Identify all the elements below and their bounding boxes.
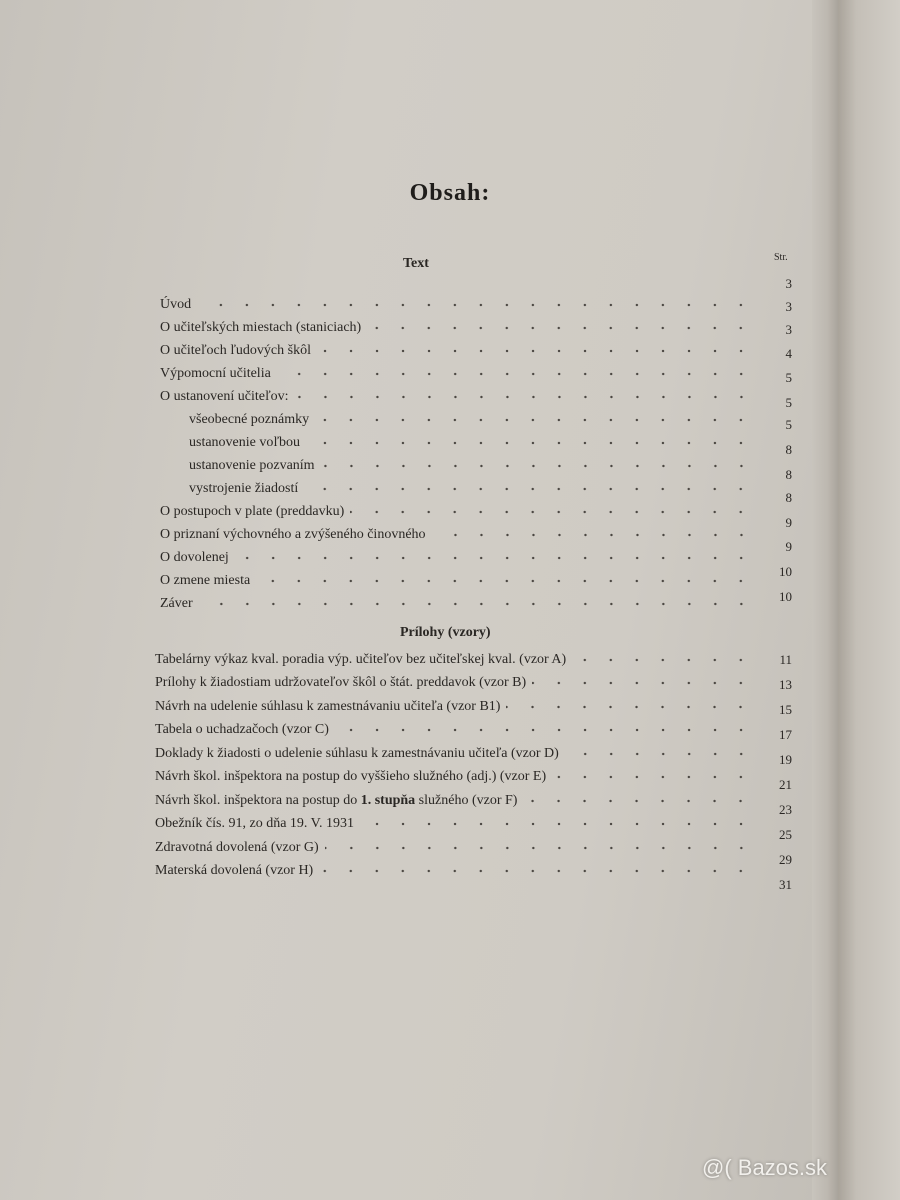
toc-entry-label: Záver xyxy=(160,596,193,611)
dot-leader xyxy=(432,533,754,537)
toc-entry-vychovne xyxy=(160,525,760,545)
toc-entry-label xyxy=(155,791,517,811)
dot-leader xyxy=(360,822,754,826)
toc-entry-poznamky xyxy=(189,410,760,430)
toc-entry-label: O ustanovení učiteľov: xyxy=(160,389,289,404)
dot-leader xyxy=(256,579,754,583)
toc-entry-label: Prílohy k žiadostiam udržovateľov škôl o štát. preddavok (vzor B) xyxy=(155,675,527,690)
page-number: 8 xyxy=(785,467,792,482)
toc-entry-zaver xyxy=(160,594,760,614)
toc-appendix-obeznik xyxy=(155,814,760,834)
dot-leader xyxy=(304,487,754,491)
toc-entry-ucitelia xyxy=(160,341,760,361)
toc-entry-label: Výpomocní učitelia xyxy=(160,366,271,381)
page-number: 10 xyxy=(779,589,792,604)
dot-leader xyxy=(552,775,754,779)
toc-appendix-f xyxy=(155,791,760,811)
text-section-heading: Text xyxy=(403,256,429,271)
toc-entry-ziadosti xyxy=(189,479,760,499)
toc-entry-label: Návrh na udelenie súhlasu k zamestnávaniu učiteľa (vzor B1) xyxy=(155,699,501,714)
bazos-watermark: @( Bazos.sk xyxy=(702,1155,828,1180)
toc-appendix-c xyxy=(155,720,760,740)
toc-entry-postupy xyxy=(160,502,760,522)
toc-appendix-e xyxy=(155,767,760,787)
toc-entry-miesta xyxy=(160,318,760,338)
toc-entry-label: Obežník čís. 91, zo dňa 19. V. 1931 xyxy=(155,816,354,831)
dot-leader xyxy=(350,510,754,514)
dot-leader xyxy=(367,326,754,330)
page-number: 8 xyxy=(785,442,792,457)
page-number: 8 xyxy=(785,490,792,505)
dot-leader xyxy=(321,464,754,468)
toc-appendix-b1 xyxy=(155,697,760,717)
toc-entry-label-part: Návrh škol. inšpektora na postup do xyxy=(155,793,361,808)
toc-entry-label: Zdravotná dovolená (vzor G) xyxy=(155,840,319,855)
page-number: 9 xyxy=(785,515,792,530)
page-number: 11 xyxy=(779,652,792,667)
toc-entry-pozvanim xyxy=(189,456,760,476)
toc-entry-label: Doklady k žiadosti o udelenie súhlasu k zamestnávaniu učiteľa (vzor D) xyxy=(155,746,559,761)
toc-entry-label: O učiteľských miestach (staniciach) xyxy=(160,320,362,335)
toc-entry-label-bold: 1. stupňa xyxy=(360,793,416,808)
toc-entry-label: ustanovenie pozvaním xyxy=(189,458,315,473)
dot-leader xyxy=(277,372,754,376)
dot-leader xyxy=(197,303,754,307)
page-number: 31 xyxy=(779,877,792,892)
dot-leader xyxy=(295,395,754,399)
toc-entry-label: Tabelárny výkaz kval. poradia výp. učiteľov bez učiteľskej kval. (vzor A) xyxy=(155,652,567,667)
dot-leader xyxy=(325,846,754,850)
page-number: 3 xyxy=(785,322,792,337)
show-through-text xyxy=(380,78,394,126)
toc-entry-label: Návrh škol. inšpektora na postup do vyššieho služného (adj.) (vzor E) xyxy=(155,769,547,784)
toc-entry-label: O zmene miesta xyxy=(160,573,251,588)
background-surface xyxy=(838,0,900,1200)
page-number: 4 xyxy=(785,346,792,361)
page-column-label: Str. xyxy=(774,252,788,263)
dot-leader xyxy=(319,869,754,873)
toc-appendix-h xyxy=(155,861,760,881)
page-number: 10 xyxy=(779,564,792,579)
toc-entry-label: Tabela o uchadzačoch (vzor C) xyxy=(155,722,329,737)
page-number: 5 xyxy=(785,395,792,410)
page-number: 3 xyxy=(785,276,792,291)
page-number: 5 xyxy=(785,370,792,385)
page-number: 15 xyxy=(779,702,792,717)
toc-entry-label: Úvod xyxy=(160,297,192,312)
appendix-section-heading: Prílohy (vzory) xyxy=(400,625,491,640)
toc-appendix-g xyxy=(155,838,760,858)
toc-entry-zmena xyxy=(160,571,760,591)
toc-entry-vypomocni xyxy=(160,364,760,384)
page-number: 3 xyxy=(785,299,792,314)
toc-appendix-d xyxy=(155,744,760,764)
toc-entry-uvod xyxy=(160,295,760,315)
toc-entry-label-part: služného (vzor F) xyxy=(415,793,518,808)
dot-leader xyxy=(523,799,754,803)
page-number: 5 xyxy=(785,417,792,432)
dot-leader xyxy=(315,418,754,422)
dot-leader xyxy=(306,441,754,445)
toc-appendix-b xyxy=(155,673,760,693)
dot-leader xyxy=(532,681,754,685)
toc-entry-dovolena xyxy=(160,548,760,568)
toc-entry-label: všeobecné poznámky xyxy=(189,412,310,427)
toc-appendix-a xyxy=(155,650,760,670)
dot-leader xyxy=(335,728,754,732)
page-number: 23 xyxy=(779,802,792,817)
page-number: 9 xyxy=(785,539,792,554)
show-through-year xyxy=(560,1110,581,1190)
page-title: Obsah: xyxy=(409,180,491,206)
toc-entry-label: Materská dovolená (vzor H) xyxy=(155,863,314,878)
page-number: 29 xyxy=(779,852,792,867)
dot-leader xyxy=(235,556,754,560)
dot-leader xyxy=(565,752,754,756)
toc-entry-label: O učiteľoch ľudových škôl xyxy=(160,343,311,358)
toc-entry-label: O dovolenej xyxy=(160,550,229,565)
page-number: 13 xyxy=(779,677,792,692)
dot-leader xyxy=(572,658,754,662)
page-number: 19 xyxy=(779,752,792,767)
toc-entry-label: O postupoch v plate (preddavku) xyxy=(160,504,345,519)
toc-entry-volbou xyxy=(189,433,760,453)
dot-leader xyxy=(199,602,754,606)
toc-entry-label: O priznaní výchovného a zvýšeného činovného xyxy=(160,527,426,542)
dot-leader xyxy=(506,705,754,709)
toc-entry-label: ustanovenie voľbou xyxy=(189,435,301,450)
toc-entry-ustanovenie xyxy=(160,387,760,407)
page-number: 17 xyxy=(779,727,792,742)
page-number: 25 xyxy=(779,827,792,842)
dot-leader xyxy=(317,349,754,353)
toc-entry-label: vystrojenie žiadostí xyxy=(189,481,299,496)
page-number: 21 xyxy=(779,777,792,792)
